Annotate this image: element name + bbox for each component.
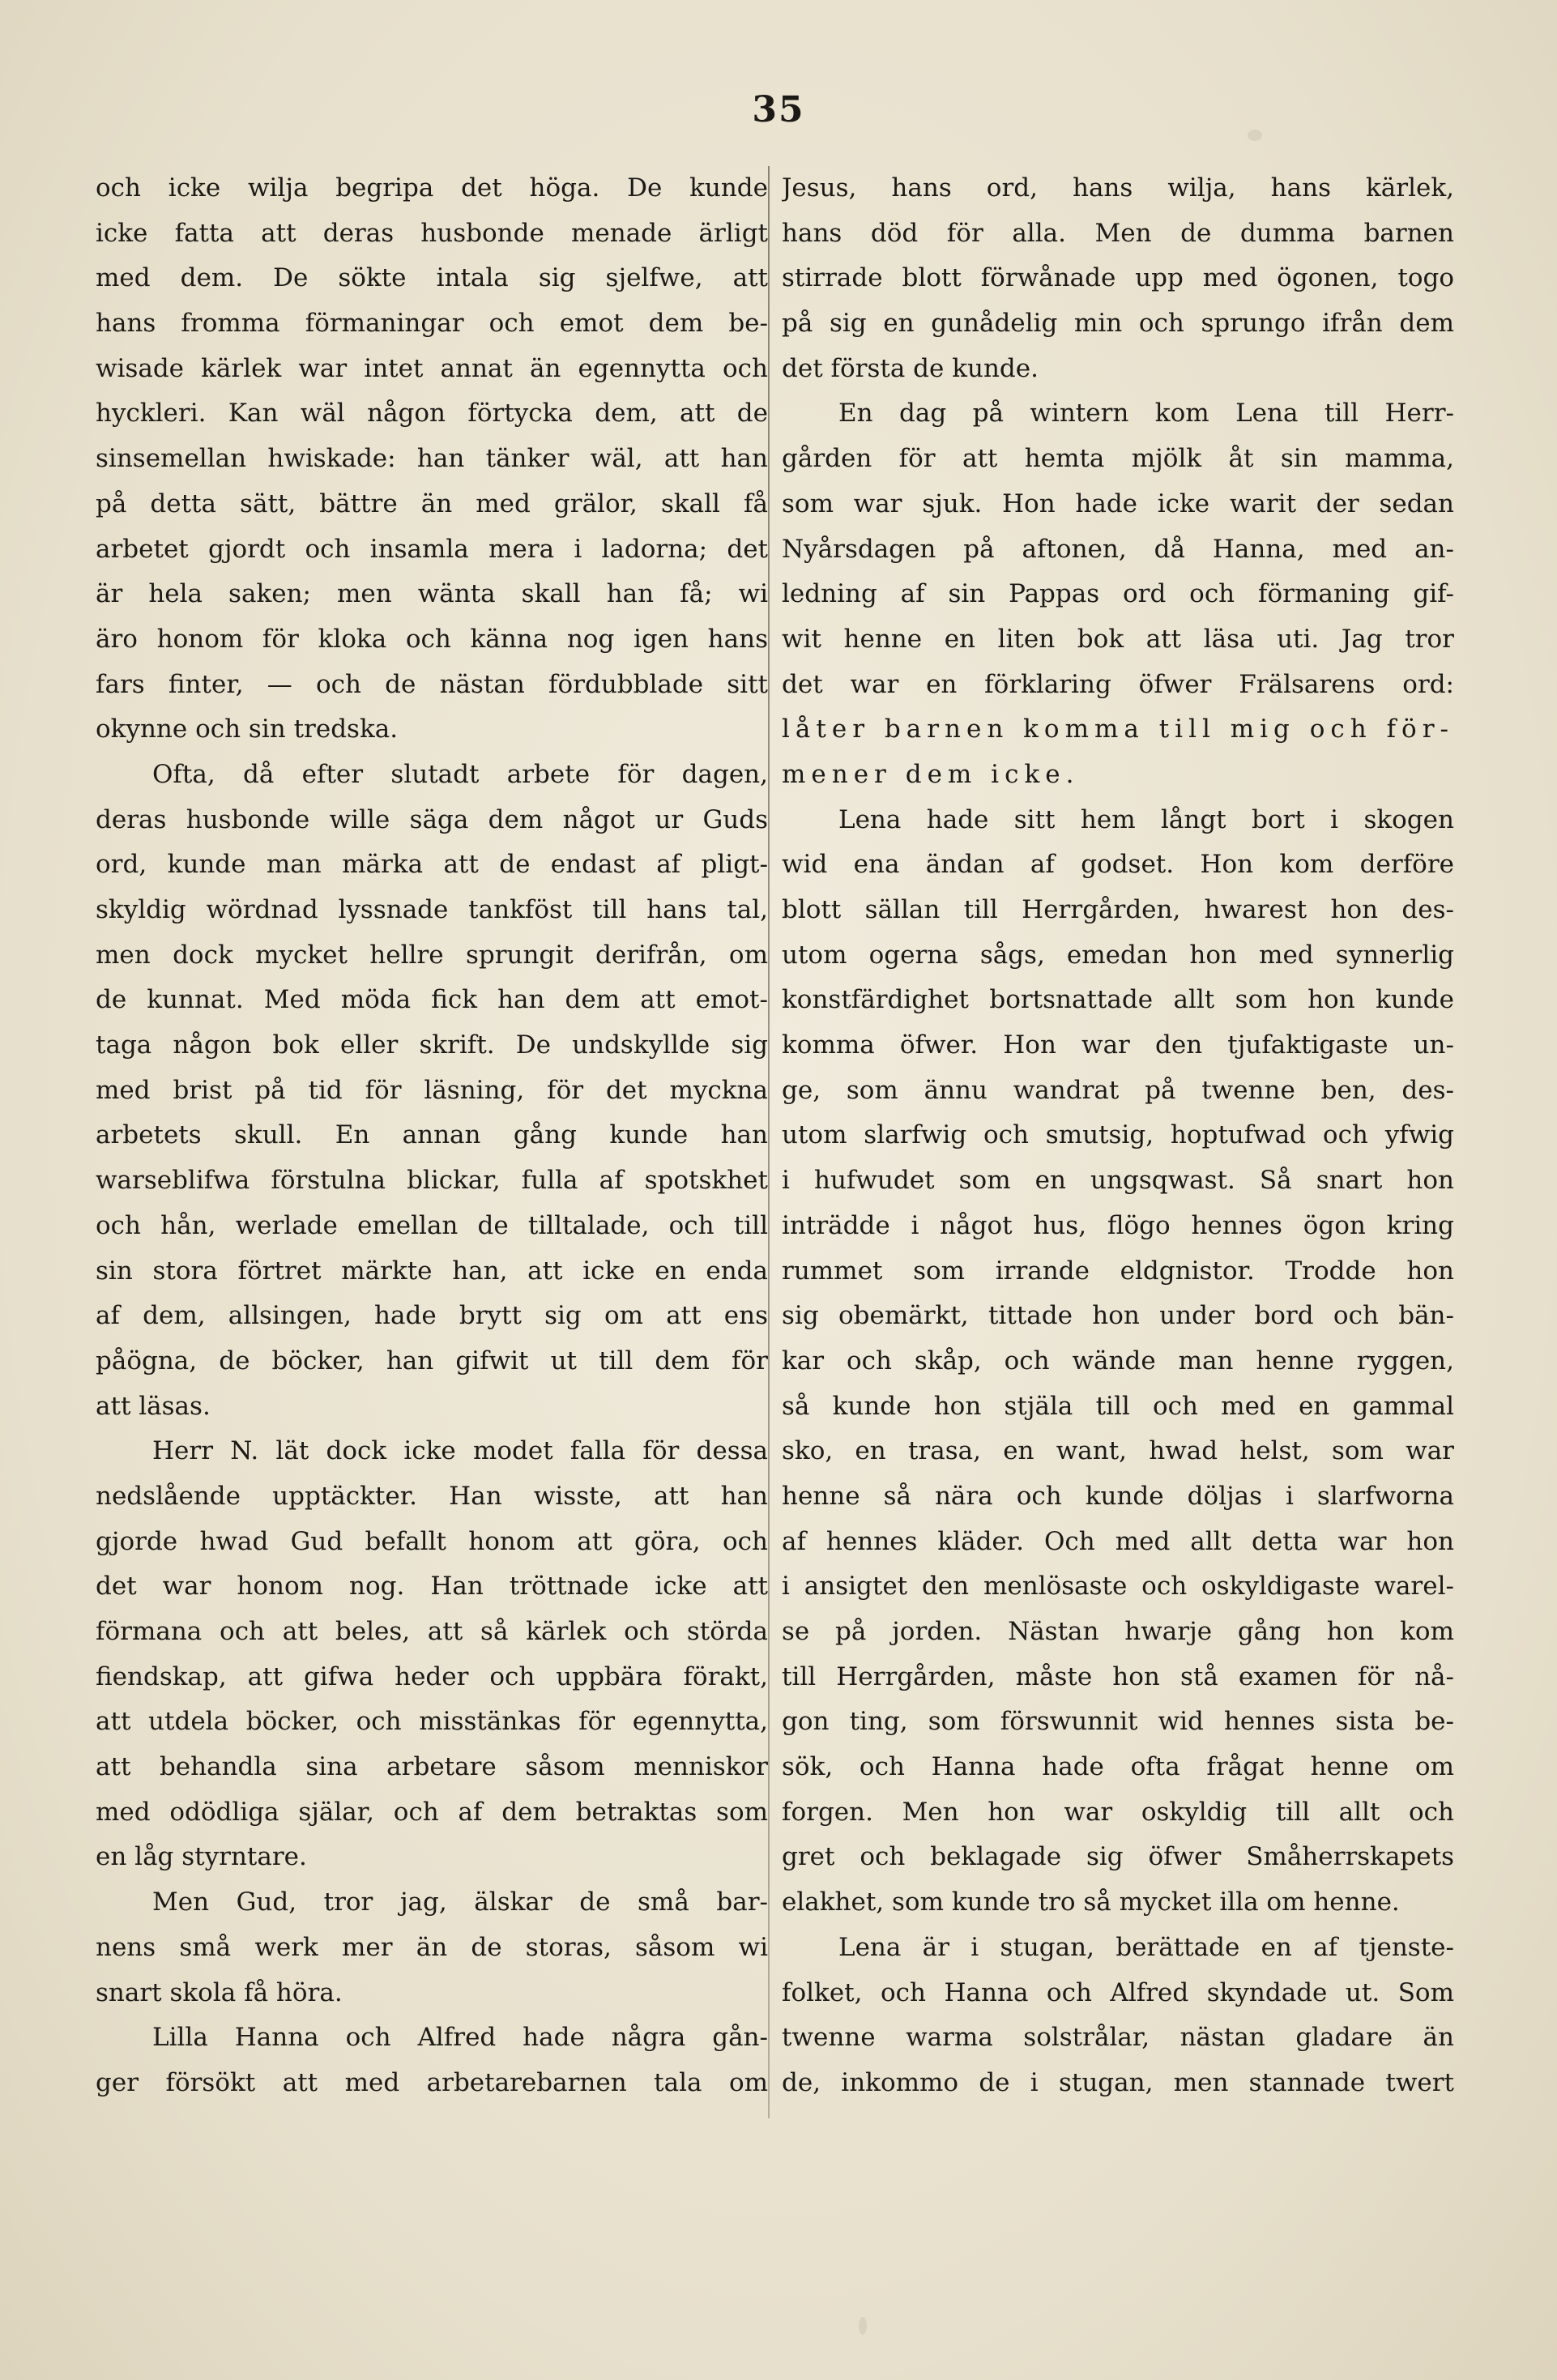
text-line: Lilla Hanna och Alfred hade några gån- xyxy=(152,2023,768,2053)
text-line: gjorde hwad Gud befallt honom att göra, och xyxy=(96,1526,768,1556)
text-line: äro honom för kloka och känna nog igen hans xyxy=(96,624,768,654)
text-line: och hån, werlade emellan de tilltalade, och till xyxy=(96,1210,768,1240)
text-line: arbetets skull. En annan gång kunde han xyxy=(96,1120,768,1150)
text-line: hans död för alla. Men de dumma barnen xyxy=(782,218,1454,248)
text-line: hans fromma förmaningar och emot dem be- xyxy=(96,309,768,339)
text-line: rummet som irrande eldgnistor. Trodde hon xyxy=(782,1256,1454,1286)
paper-speck xyxy=(1248,130,1262,141)
text-line: en låg styrntare. xyxy=(96,1842,307,1872)
text-line: warseblifwa förstulna blickar, fulla af spotskhet xyxy=(96,1166,768,1196)
text-line: de kunnat. Med möda fick han dem att emot- xyxy=(96,985,768,1015)
text-line: sko, en trasa, en want, hwad helst, som war xyxy=(782,1436,1454,1466)
text-line: sig obemärkt, tittade hon under bord och bän- xyxy=(782,1301,1454,1331)
text-line: Nyårsdagen på aftonen, då Hanna, med an- xyxy=(782,534,1454,564)
text-line: i ansigtet den menlösaste och oskyldigaste warel- xyxy=(782,1572,1454,1602)
paper-speck xyxy=(859,2317,867,2335)
text-line: twenne warma solstrålar, nästan gladare än xyxy=(782,2023,1454,2053)
text-line: mener dem icke. xyxy=(782,759,1080,789)
text-line: ger försökt att med arbetarebarnen tala om xyxy=(96,2067,768,2097)
text-line: påögna, de böcker, han gifwit ut till dem för xyxy=(96,1346,768,1376)
text-line: inträdde i något hus, flögo hennes ögon kring xyxy=(782,1210,1454,1240)
text-line: skyldig wördnad lyssnade tankföst till hans tal, xyxy=(96,895,768,924)
column-divider xyxy=(768,166,770,2118)
text-line: stirrade blott förwånade upp med ögonen, togo xyxy=(782,263,1454,293)
text-line: på detta sätt, bättre än med grälor, skall få xyxy=(96,488,768,518)
text-line: deras husbonde wille säga dem något ur Guds xyxy=(96,804,768,834)
text-line: utom ogerna sågs, emedan hon med synnerlig xyxy=(782,940,1454,970)
text-line: gret och beklagade sig öfwer Småherrskapets xyxy=(782,1842,1454,1872)
text-line: med dem. De sökte intala sig sjelfwe, att xyxy=(96,263,768,293)
text-line: att läsas. xyxy=(96,1391,211,1421)
text-line: nens små werk mer än de storas, såsom wi xyxy=(96,1932,768,1962)
text-line: Jesus, hans ord, hans wilja, hans kärlek, xyxy=(782,173,1454,203)
text-line: ord, kunde man märka att de endast af pligt- xyxy=(96,850,768,880)
text-line: att utdela böcker, och misstänkas för egennytta, xyxy=(96,1707,768,1737)
text-line: låter barnen komma till mig och för- xyxy=(782,714,1454,744)
text-line: henne så nära och kunde döljas i slarfworna xyxy=(782,1481,1454,1511)
text-line: elakhet, som kunde tro så mycket illa om henne. xyxy=(782,1887,1400,1917)
text-line: som war sjuk. Hon hade icke warit der sedan xyxy=(782,488,1454,518)
text-line: snart skola få höra. xyxy=(96,1977,343,2007)
text-line: det första de kunde. xyxy=(782,353,1039,383)
text-line: men dock mycket hellre sprungit derifrån, om xyxy=(96,940,768,970)
text-line: att behandla sina arbetare såsom menniskor xyxy=(96,1752,768,1782)
text-line: komma öfwer. Hon war den tjufaktigaste un- xyxy=(782,1030,1454,1060)
text-line: så kunde hon stjäla till och med en gammal xyxy=(782,1391,1454,1421)
right-text-column xyxy=(782,166,1454,2106)
text-line: de, inkommo de i stugan, men stannade twert xyxy=(782,2067,1454,2097)
text-line: icke fatta att deras husbonde menade ärligt xyxy=(96,218,768,248)
text-line: wit henne en liten bok att läsa uti. Jag tror xyxy=(782,624,1454,654)
text-line: arbetet gjordt och insamla mera i ladorna; det xyxy=(96,534,768,564)
text-line: Ofta, då efter slutadt arbete för dagen, xyxy=(152,759,768,789)
text-line: till Herrgården, måste hon stå examen för nå- xyxy=(782,1661,1454,1691)
text-line: och icke wilja begripa det höga. De kunde xyxy=(96,173,768,203)
text-line: ledning af sin Pappas ord och förmaning gif- xyxy=(782,579,1454,609)
text-line: se på jorden. Nästan hwarje gång hon kom xyxy=(782,1617,1454,1646)
text-line: sin stora förtret märkte han, att icke en enda xyxy=(96,1256,768,1286)
text-line: folket, och Hanna och Alfred skyndade ut. Som xyxy=(782,1977,1454,2007)
text-line: konstfärdighet bortsnattade allt som hon kunde xyxy=(782,985,1454,1015)
text-line: Herr N. lät dock icke modet falla för dessa xyxy=(152,1436,768,1466)
text-line: Men Gud, tror jag, älskar de små bar- xyxy=(152,1887,768,1917)
text-line: fars finter, — och de nästan fördubblade sitt xyxy=(96,669,768,699)
text-line: utom slarfwig och smutsig, hoptufwad och yfwig xyxy=(782,1120,1454,1150)
text-line: fiendskap, att gifwa heder och uppbära förakt, xyxy=(96,1661,768,1691)
text-line: Lena hade sitt hem långt bort i skogen xyxy=(838,804,1454,834)
text-line: med brist på tid för läsning, för det myckna xyxy=(96,1075,768,1105)
text-line: gården för att hemta mjölk åt sin mamma, xyxy=(782,444,1454,474)
text-line: hyckleri. Kan wäl någon förtycka dem, att de xyxy=(96,399,768,429)
left-text-column xyxy=(96,166,768,2106)
text-line: wisade kärlek war intet annat än egennytta och xyxy=(96,353,768,383)
text-line: af dem, allsingen, hade brytt sig om att ens xyxy=(96,1301,768,1331)
text-line: kar och skåp, och wände man henne ryggen, xyxy=(782,1346,1454,1376)
text-line: af hennes kläder. Och med allt detta war hon xyxy=(782,1526,1454,1556)
text-line: En dag på wintern kom Lena till Herr- xyxy=(838,399,1454,429)
text-line: förmana och att beles, att så kärlek och störda xyxy=(96,1617,768,1646)
text-line: Lena är i stugan, berättade en af tjenste- xyxy=(838,1932,1454,1962)
text-line: ge, som ännu wandrat på twenne ben, des- xyxy=(782,1075,1454,1105)
text-line: sök, och Hanna hade ofta frågat henne om xyxy=(782,1752,1454,1782)
text-line: taga någon bok eller skrift. De undskyllde sig xyxy=(96,1030,768,1060)
text-line: okynne och sin tredska. xyxy=(96,714,399,744)
text-line: det war honom nog. Han tröttnade icke att xyxy=(96,1572,768,1602)
text-line: wid ena ändan af godset. Hon kom derföre xyxy=(782,850,1454,880)
text-line: i hufwudet som en ungsqwast. Så snart hon xyxy=(782,1166,1454,1196)
text-line: är hela saken; men wänta skall han få; wi xyxy=(96,579,768,609)
text-line: sinsemellan hwiskade: han tänker wäl, att han xyxy=(96,444,768,474)
text-line: blott sällan till Herrgården, hwarest hon des- xyxy=(782,895,1454,924)
text-line: forgen. Men hon war oskyldig till allt och xyxy=(782,1797,1454,1827)
page-number: 35 xyxy=(752,89,805,130)
text-line: med odödliga själar, och af dem betraktas som xyxy=(96,1797,768,1827)
text-line: på sig en gunådelig min och sprungo ifrån dem xyxy=(782,309,1454,339)
text-line: nedslående upptäckter. Han wisste, att han xyxy=(96,1481,768,1511)
text-line: det war en förklaring öfwer Frälsarens ord: xyxy=(782,669,1454,699)
text-line: gon ting, som förswunnit wid hennes sista be- xyxy=(782,1707,1454,1737)
